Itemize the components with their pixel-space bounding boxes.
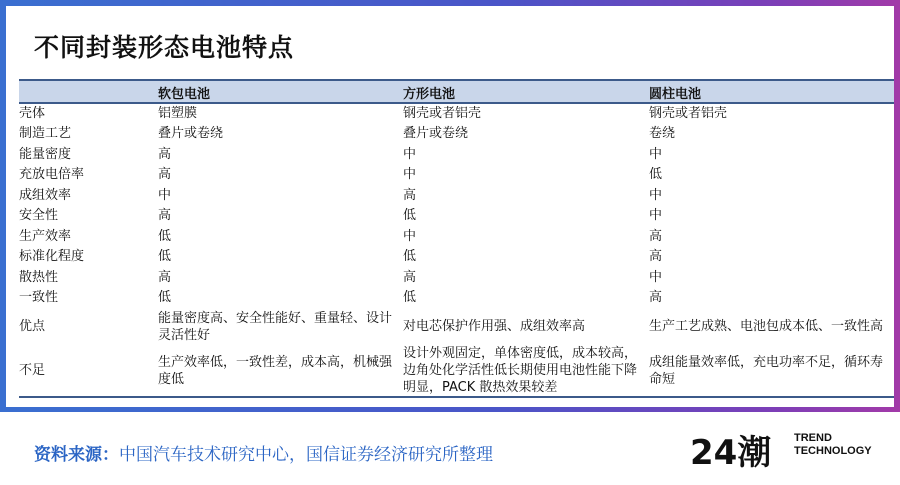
- header-cell: [19, 80, 158, 103]
- table-row: [19, 226, 894, 247]
- table-cell: 低: [403, 208, 417, 224]
- row-label: 充放电倍率: [19, 167, 85, 183]
- table-cell: 低: [649, 167, 663, 183]
- table-cell: 高: [158, 146, 172, 162]
- table-cell: 卷绕: [649, 126, 676, 142]
- row-label: 优点: [19, 319, 46, 334]
- source-label: 资料来源：: [34, 445, 119, 465]
- table-cell: 高: [403, 269, 417, 285]
- table-cell: 低: [403, 290, 417, 306]
- header-cell: 圆柱电池: [649, 80, 894, 103]
- table-cell: 成组能量效率低，充电功率不足，循环寿命短: [649, 345, 894, 397]
- table-cell: 高: [649, 290, 663, 306]
- table-row: [19, 165, 894, 186]
- source-note: [34, 440, 493, 465]
- content-panel: [6, 6, 894, 407]
- logo-mark-text: 24潮: [690, 433, 772, 473]
- table-row: [19, 308, 894, 345]
- table-row: [19, 345, 894, 397]
- table-cell: 生产工艺成熟、电池包成本低、一致性高: [649, 319, 884, 334]
- table-cell: 低: [158, 249, 172, 265]
- table-cell: 铝塑膜: [158, 106, 198, 122]
- table-cell: 低: [158, 290, 172, 306]
- logo-line-2: TECHNOLOGY: [794, 445, 872, 457]
- table-cell: 叠片或卷绕: [403, 126, 469, 142]
- table-cell: 高: [403, 187, 417, 203]
- brand-logo: [690, 428, 890, 474]
- table-cell: 钢壳或者铝壳: [403, 106, 482, 122]
- table-cell: 中: [403, 146, 417, 162]
- logo-line-1: TREND: [794, 432, 832, 444]
- table-cell: 对电芯保护作用强、成组效率高: [403, 319, 586, 334]
- row-label: 壳体: [19, 106, 46, 122]
- row-label: 能量密度: [19, 146, 72, 162]
- page-title: 不同封装形态电池特点: [34, 33, 295, 62]
- table-cell: 高: [649, 228, 663, 244]
- table-cell: 钢壳或者铝壳: [649, 106, 728, 122]
- row-label: 一致性: [19, 290, 59, 306]
- comparison-table: [19, 79, 894, 398]
- table-cell: 中: [649, 187, 663, 203]
- source-text: 中国汽车技术研究中心，国信证券经济研究所整理: [119, 445, 493, 465]
- comparison-table-wrap: [19, 79, 894, 398]
- row-label: 安全性: [19, 208, 59, 224]
- table-cell: 中: [158, 187, 172, 203]
- table-header-row: [19, 80, 894, 103]
- table-row: [19, 247, 894, 268]
- header-cell: 软包电池: [158, 80, 403, 103]
- table-cell: 低: [158, 228, 172, 244]
- table-cell: 中: [649, 208, 663, 224]
- table-row: [19, 124, 894, 145]
- header-cell: 方形电池: [403, 80, 649, 103]
- row-label: 标准化程度: [19, 249, 85, 265]
- row-label: 不足: [19, 345, 158, 397]
- row-label: 成组效率: [19, 187, 72, 203]
- table-cell: 中: [403, 167, 417, 183]
- table-row: [19, 206, 894, 227]
- table-cell: 高: [158, 167, 172, 183]
- table-row: [19, 267, 894, 288]
- table-cell: 高: [158, 269, 172, 285]
- table-row: [19, 288, 894, 309]
- table-cell: 叠片或卷绕: [158, 126, 224, 142]
- table-cell: 中: [649, 269, 663, 285]
- table-row: [19, 185, 894, 206]
- table-cell: 低: [403, 249, 417, 265]
- table-cell: 高: [649, 249, 663, 265]
- table-cell: 高: [158, 208, 172, 224]
- row-label: 散热性: [19, 269, 59, 285]
- logo-wordmark: [794, 432, 872, 458]
- logo-mark-icon: [690, 428, 782, 474]
- table-cell: 设计外观固定，单体密度低，成本较高，边角处化学活性低长期使用电池性能下降明显，PACK 散热效果较差: [403, 345, 649, 397]
- table-cell: 生产效率低，一致性差，成本高，机械强度低: [158, 345, 403, 397]
- table-row: [19, 103, 894, 124]
- table-cell: 中: [649, 146, 663, 162]
- row-label: 制造工艺: [19, 126, 72, 142]
- table-row: [19, 144, 894, 165]
- table-cell: 中: [403, 228, 417, 244]
- row-label: 生产效率: [19, 228, 72, 244]
- table-cell: 能量密度高、安全性能好、重量轻、设计灵活性好: [158, 310, 393, 343]
